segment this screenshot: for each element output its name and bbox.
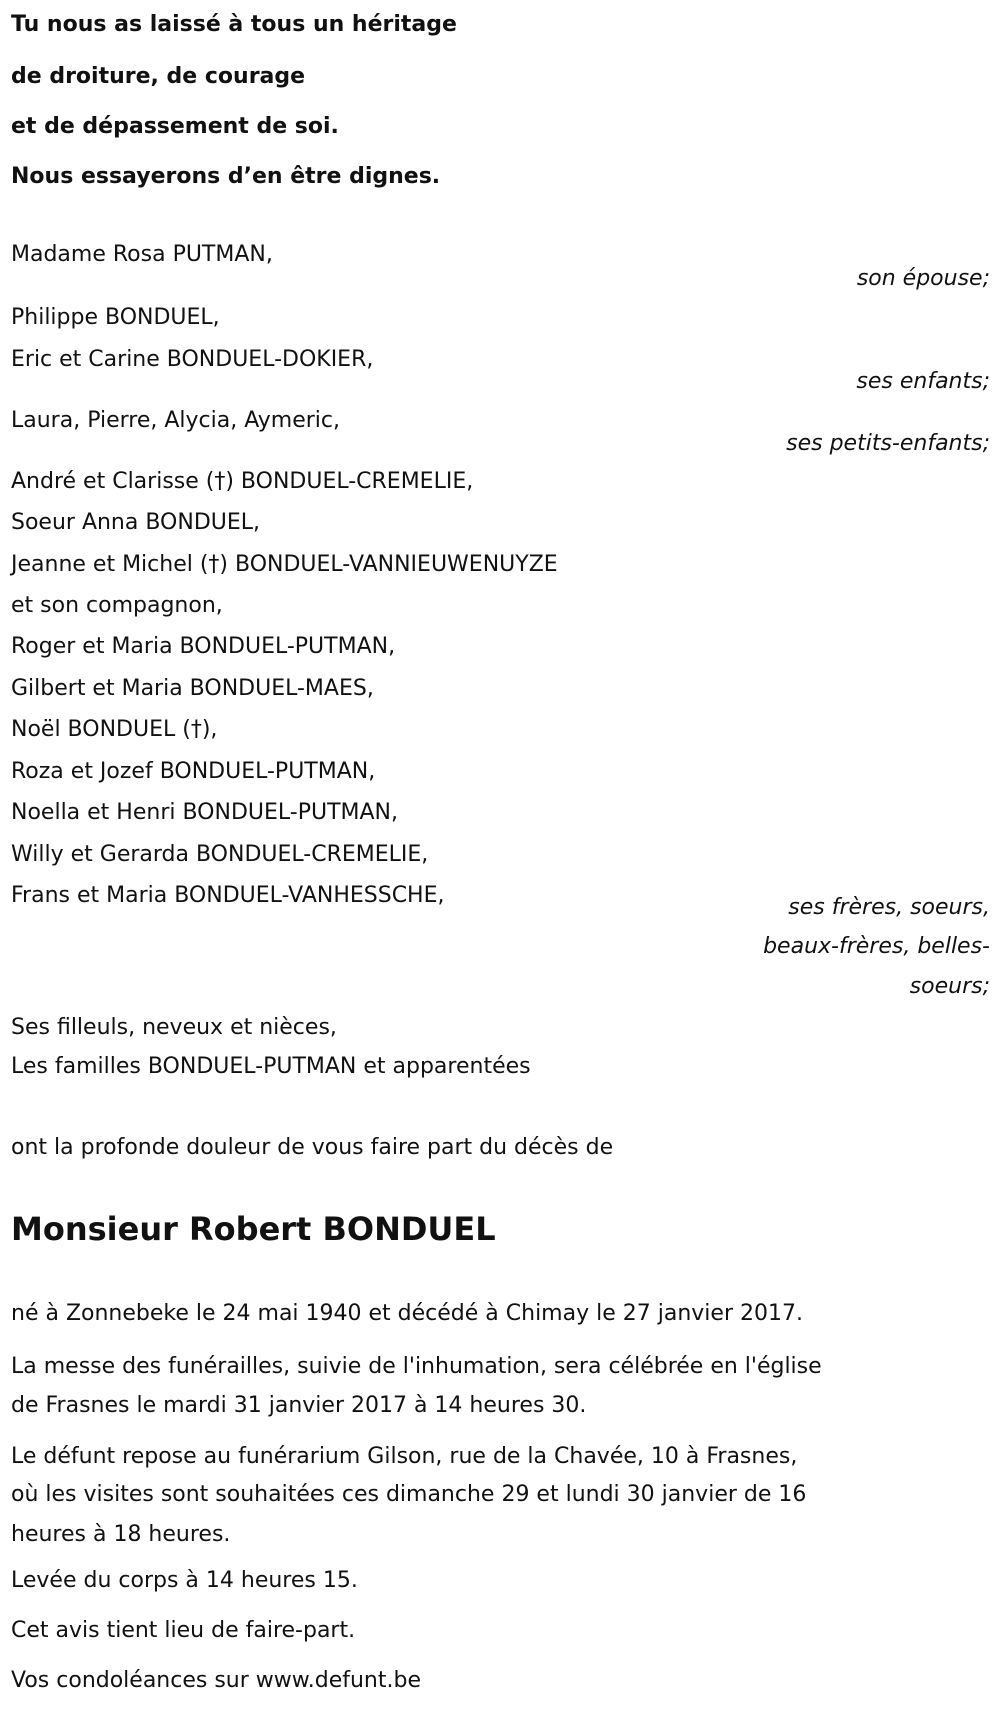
quote-line: Tu nous as laissé à tous un héritage [11, 12, 457, 37]
sibling-name: Roger et Maria BONDUEL-PUTMAN, [11, 634, 396, 659]
other-relatives: Ses filleuls, neveux et nièces, [11, 1015, 337, 1040]
sibling-name: André et Clarisse (†) BONDUEL-CREMELIE, [11, 469, 474, 494]
sibling-name: Jeanne et Michel (†) BONDUEL-VANNIEUWENUYZE [11, 552, 558, 577]
detail-line: né à Zonnebeke le 24 mai 1940 et décédé à Chimay le 27 janvier 2017. [11, 1301, 803, 1326]
sibling-name: Noël BONDUEL (†), [11, 717, 218, 742]
grandchildren-names: Laura, Pierre, Alycia, Aymeric, [11, 408, 341, 433]
deceased-name: Monsieur Robert BONDUEL [11, 1210, 496, 1248]
quote-line: et de dépassement de soi. [11, 114, 339, 139]
detail-line: où les visites sont souhaitées ces dimanche 29 et lundi 30 janvier de 16 [11, 1482, 807, 1507]
quote-line: Nous essayerons d’en être dignes. [11, 164, 441, 189]
sibling-name: Roza et Jozef BONDUEL-PUTMAN, [11, 759, 376, 784]
child-name: Eric et Carine BONDUEL-DOKIER, [11, 347, 374, 372]
sibling-name: et son compagnon, [11, 593, 223, 618]
condolences-link-text: Vos condoléances sur www.defunt.be [11, 1668, 421, 1693]
siblings-role: beaux-frères, belles- [763, 934, 990, 959]
sibling-name: Soeur Anna BONDUEL, [11, 510, 261, 535]
detail-line: La messe des funérailles, suivie de l'inhumation, sera célébrée en l'église [11, 1354, 822, 1379]
detail-line: Levée du corps à 14 heures 15. [11, 1568, 358, 1593]
other-relatives: Les familles BONDUEL-PUTMAN et apparentées [11, 1054, 531, 1079]
sibling-name: Gilbert et Maria BONDUEL-MAES, [11, 676, 374, 701]
detail-line: Cet avis tient lieu de faire-part. [11, 1618, 356, 1643]
announcement: ont la profonde douleur de vous faire part du décès de [11, 1135, 614, 1160]
child-name: Philippe BONDUEL, [11, 305, 220, 330]
grandchildren-role: ses petits-enfants; [786, 431, 990, 456]
sibling-name: Willy et Gerarda BONDUEL-CREMELIE, [11, 842, 429, 867]
quote-line: de droiture, de courage [11, 64, 306, 89]
detail-line: Le défunt repose au funérarium Gilson, rue de la Chavée, 10 à Frasnes, [11, 1444, 798, 1469]
detail-line: de Frasnes le mardi 31 janvier 2017 à 14 heures 30. [11, 1393, 587, 1418]
sibling-name: Noella et Henri BONDUEL-PUTMAN, [11, 800, 398, 825]
spouse-name: Madame Rosa PUTMAN, [11, 242, 273, 267]
detail-line: heures à 18 heures. [11, 1522, 231, 1547]
siblings-role: soeurs; [909, 974, 990, 999]
sibling-name: Frans et Maria BONDUEL-VANHESSCHE, [11, 883, 445, 908]
siblings-role: ses frères, soeurs, [788, 895, 990, 920]
children-role: ses enfants; [856, 369, 990, 394]
spouse-role: son épouse; [856, 266, 990, 291]
